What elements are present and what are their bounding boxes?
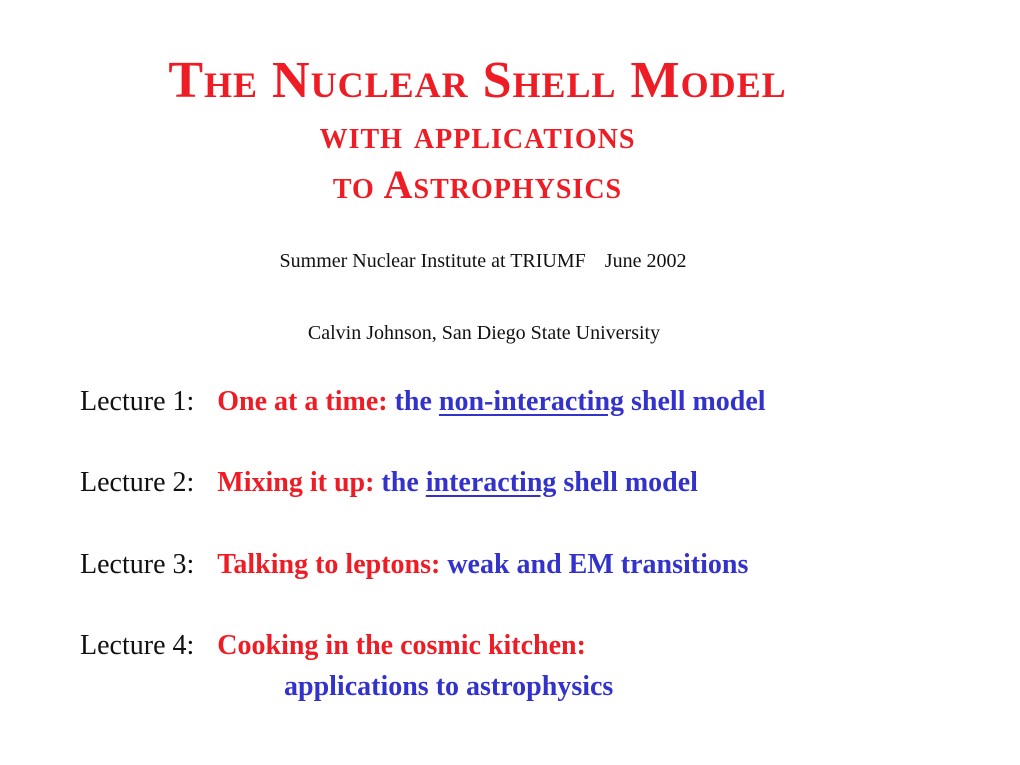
- lecture-desc: weak and EM transitions: [447, 549, 749, 580]
- slide-subtitle-line-2: to Astrophysics: [332, 162, 623, 207]
- lecture-3: [80, 548, 748, 582]
- lecture-4: [80, 629, 586, 663]
- event-name: Summer Nuclear Institute at TRIUMF: [279, 250, 586, 272]
- lecture-label: Lecture 1:: [80, 386, 195, 417]
- lecture-topic: One at a time:: [217, 386, 388, 417]
- lecture-label: Lecture 2:: [80, 467, 195, 498]
- lecture-topic: Cooking in the cosmic kitchen:: [217, 630, 586, 661]
- slide-subtitle-line-1: with applications: [319, 112, 636, 157]
- lecture-4-desc: applications to astrophysics: [284, 671, 614, 702]
- lecture-1: [80, 385, 766, 419]
- slide-title: The Nuclear Shell Model: [168, 52, 787, 109]
- lecture-desc-pre: the: [381, 467, 419, 498]
- lecture-desc-underlined: interacting: [425, 467, 557, 498]
- title-block: [0, 52, 955, 210]
- lecture-desc-post: shell model: [631, 386, 766, 417]
- lecture-2: [80, 466, 698, 500]
- lecture-desc-pre: the: [394, 386, 432, 417]
- lecture-topic: Talking to leptons:: [217, 549, 441, 580]
- event-line: [0, 250, 966, 273]
- lecture-label: Lecture 4:: [80, 630, 195, 661]
- lecture-label: Lecture 3:: [80, 549, 195, 580]
- lecture-desc-underlined: non-interacting: [438, 386, 625, 417]
- lecture-topic: Mixing it up:: [217, 467, 375, 498]
- event-date: June 2002: [604, 250, 687, 272]
- author-line: Calvin Johnson, San Diego State University: [307, 322, 661, 344]
- lecture-desc-post: shell model: [563, 467, 698, 498]
